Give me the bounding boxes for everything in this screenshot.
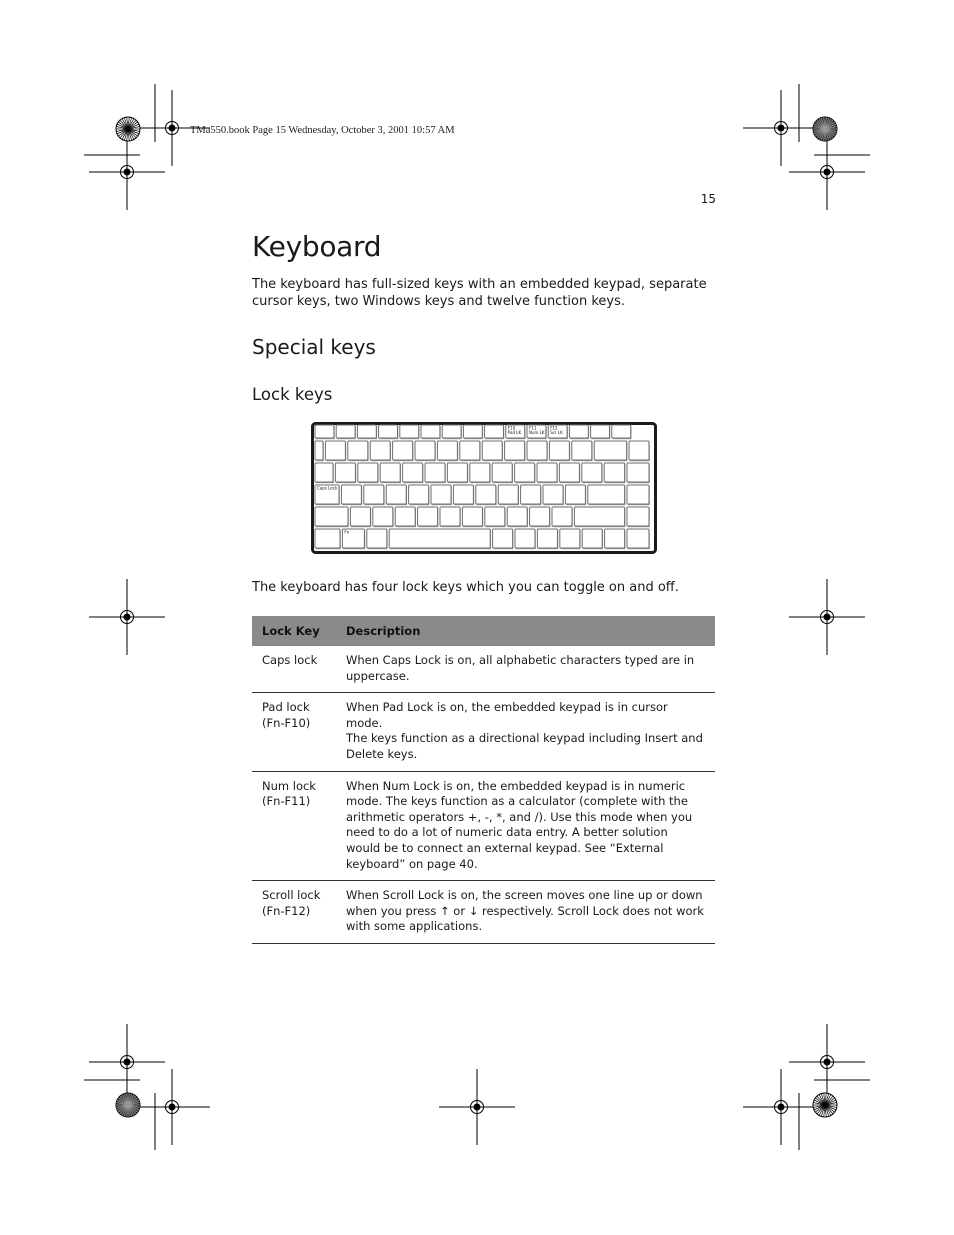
key-label: Num LK [529,430,545,436]
description-line: keyboard” on page 40. [346,856,478,871]
subsection-heading: Lock keys [252,385,333,404]
lock-key-line: (Fn-F11) [262,794,311,809]
description-line: when you press ↑ or ↓ respectively. Scroll Lock does not work [346,903,704,918]
description-line: The keys function as a directional keypad including Insert and [346,731,703,746]
page-number: 15 [700,192,716,206]
registration-dot-icon [124,169,131,176]
registration-dot-icon [124,614,131,621]
description-line: When Pad Lock is on, the embedded keypad is in cursor mode. [346,700,668,730]
registration-dot-icon [778,125,785,132]
key-label: Fn [344,529,350,535]
column-header-description: Description [336,616,715,646]
print-header: TMa550.book Page 15 Wednesday, October 3, 2001 10:57 AM [190,125,455,136]
description-line: When Caps Lock is on, all alphabetic characters typed are in [346,653,695,667]
lock-key-line: Num lock [262,778,316,793]
lock-key-line: (Fn-F10) [262,715,311,730]
page-title: Keyboard [252,230,382,263]
description-line: arithmetic operators +, -, *, and /). Use this mode when you [346,809,693,824]
description-line: mode. The keys function as a calculator (complete with the [346,794,688,809]
lock-key-line: Caps lock [262,653,318,667]
key-label: F11 [529,425,537,431]
key-label: Scr LK [550,430,563,436]
key-label: Caps Lock [317,485,338,491]
description-line: uppercase. [346,668,410,683]
description-line: would be to connect an external keypad. See “External [346,840,664,855]
lock-keys-paragraph: The keyboard has four lock keys which you can toggle on and off. [252,580,679,595]
registration-dot-icon [169,1104,176,1111]
lock-key-line: (Fn-F12) [262,903,311,918]
registration-dot-icon [474,1104,481,1111]
description-line: need to do a lot of numeric data entry. A better solution [346,825,668,840]
registration-dot-icon [169,125,176,132]
description-line: with some applications. [346,919,483,934]
section-heading: Special keys [252,335,376,359]
registration-dot-icon [778,1104,785,1111]
registration-dot-icon [824,1059,831,1066]
key-label: F10 [507,425,516,431]
description-line: When Num Lock is on, the embedded keypad is in numeric [346,778,686,793]
key-label: Pad LK [507,430,522,436]
description-line: When Scroll Lock is on, the screen moves one line up or down [346,888,703,903]
lock-key-line: Pad lock [262,700,310,715]
key-label: F12 [550,425,558,431]
registration-dot-icon [824,169,831,176]
lock-key-line: Scroll lock [262,888,321,903]
intro-line-1: The keyboard has full-sized keys with an embedded keypad, separate [252,277,707,292]
intro-line-2: cursor keys, two Windows keys and twelve function keys. [252,294,626,309]
registration-dot-icon [124,1059,131,1066]
registration-dot-icon [824,614,831,621]
description-line: Delete keys. [346,746,418,761]
column-header-lock-key: Lock Key [252,616,336,646]
